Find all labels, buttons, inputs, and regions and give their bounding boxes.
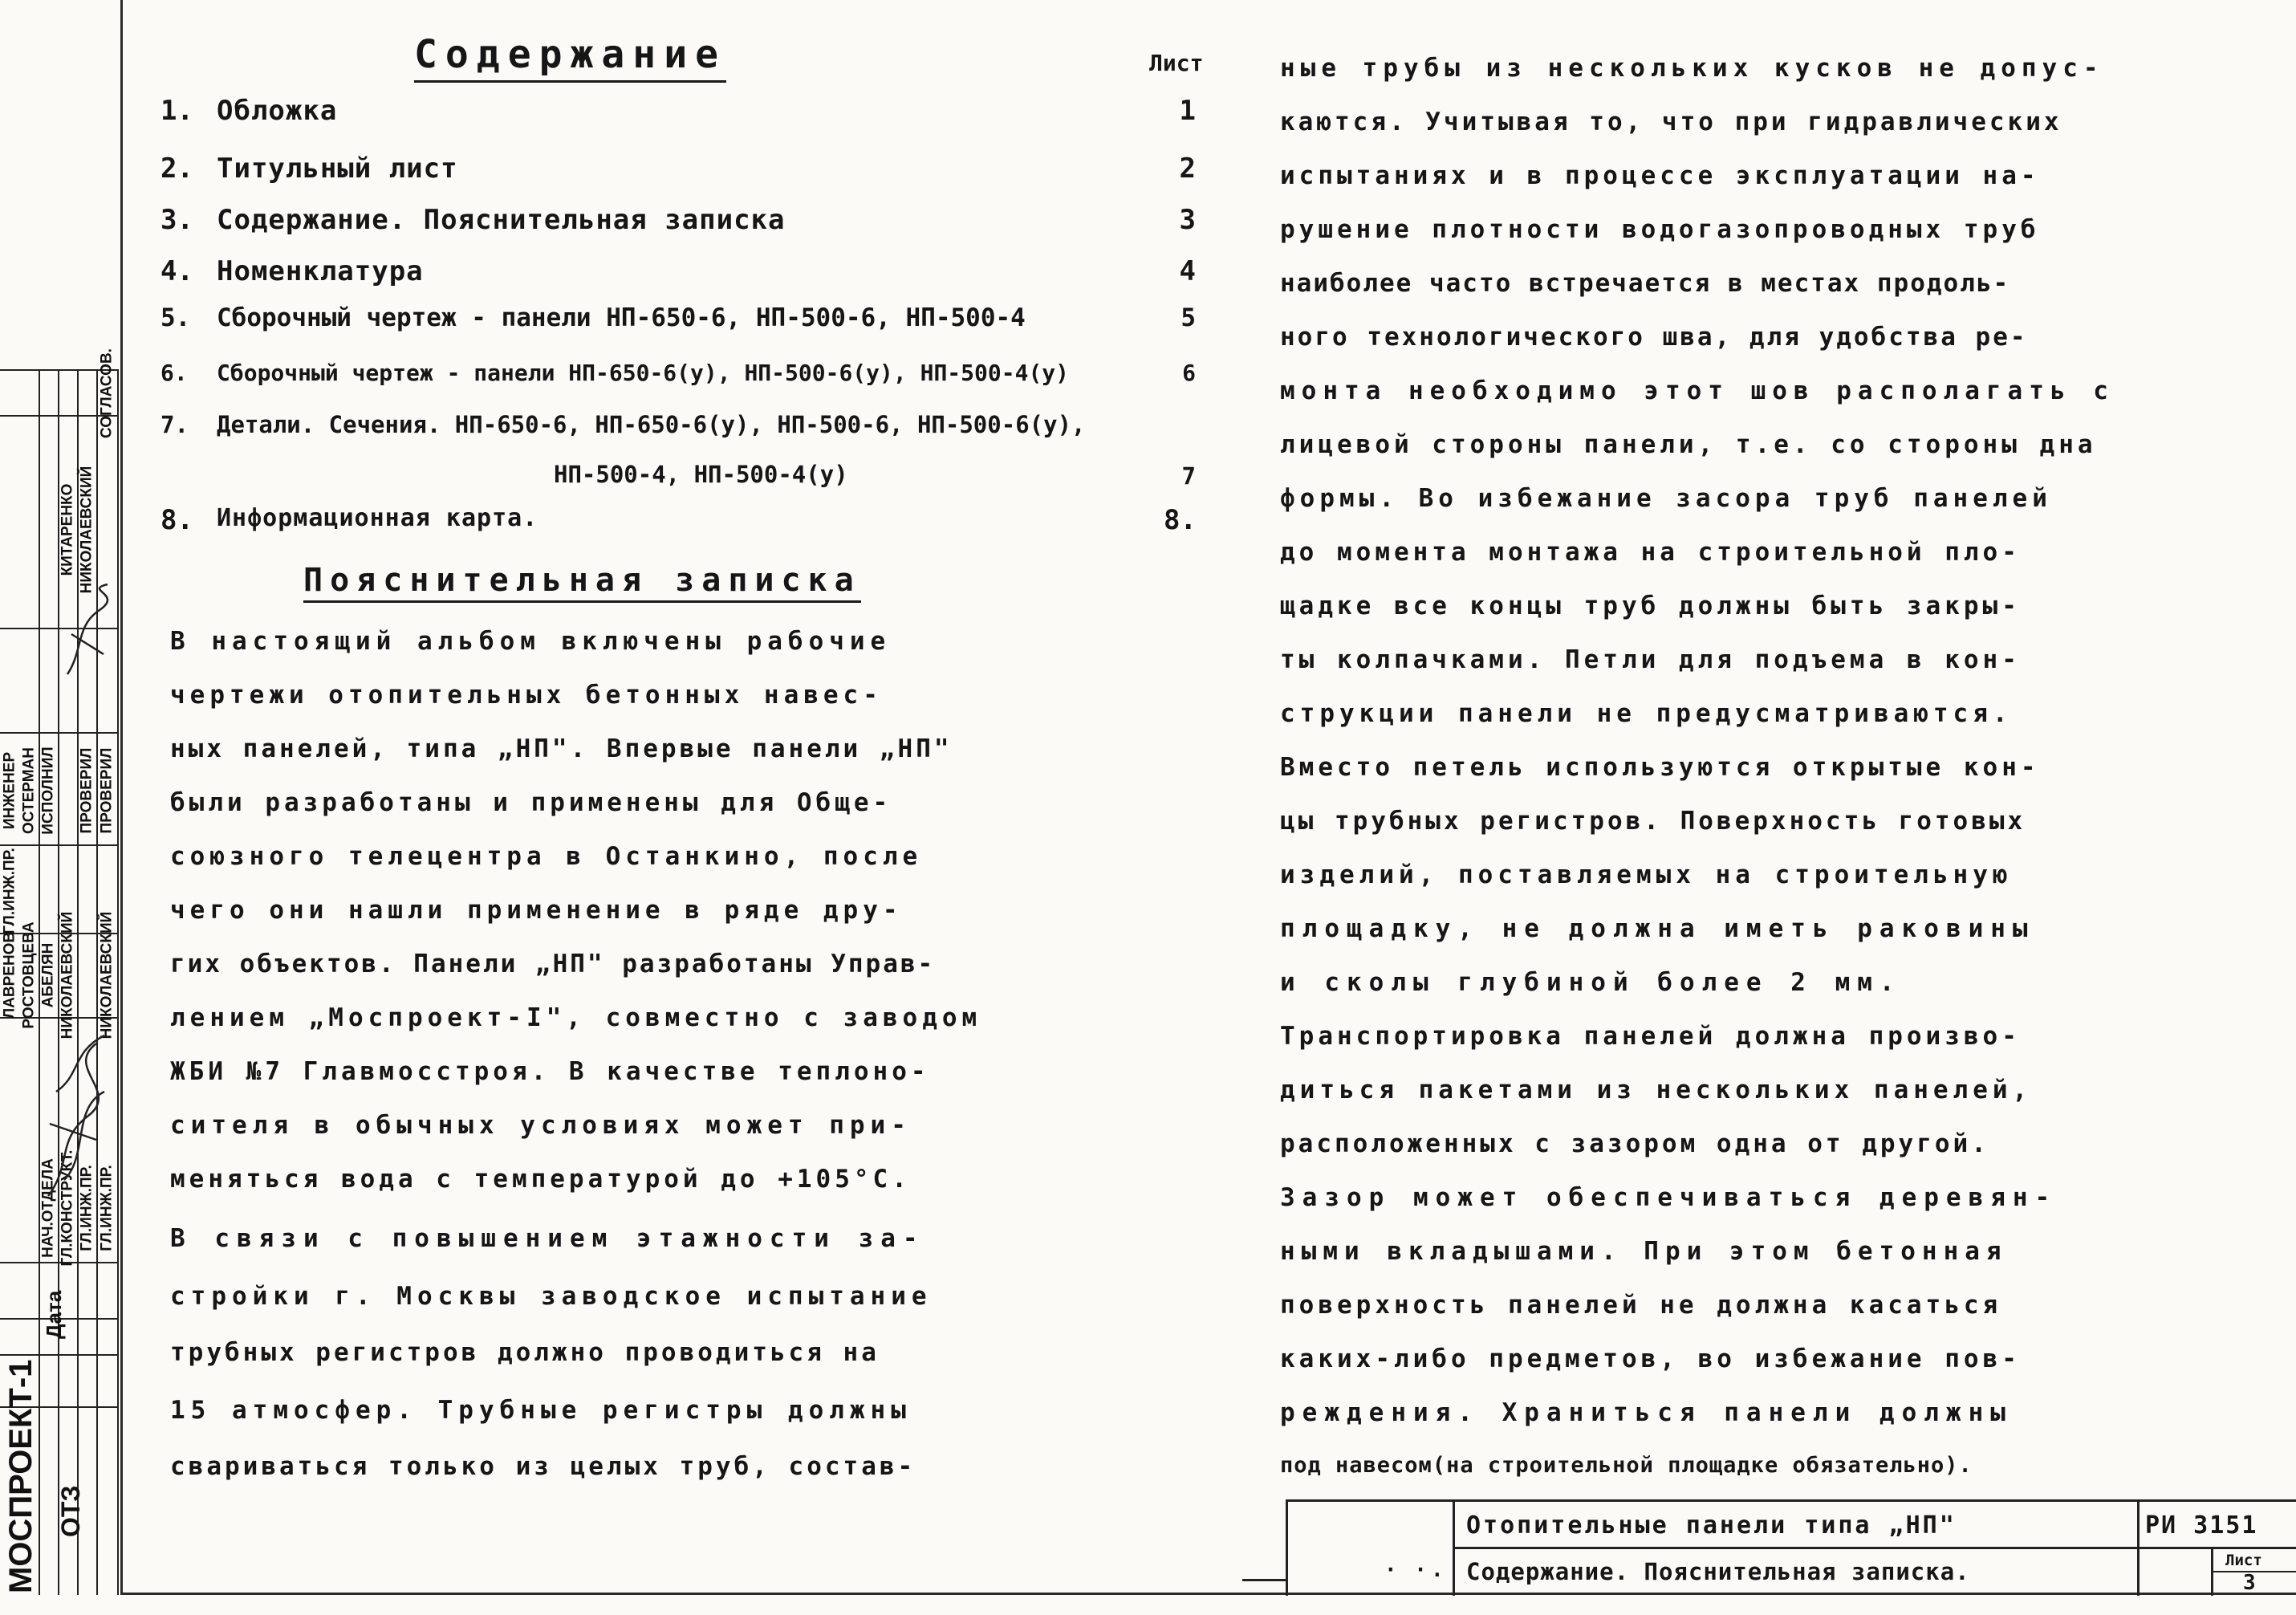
text-line: формы. Во избежание засора труб панелей — [1280, 484, 2052, 513]
text-line: наиболее часто встречается в местах продоль- — [1280, 269, 2010, 298]
item-number: 4. — [161, 255, 193, 287]
stamp-role: ГЛ.КОНСТРУКТ. — [59, 1149, 76, 1267]
title-block-mark: · · — [1384, 1558, 1429, 1582]
item-sheet: 1 — [1179, 95, 1196, 127]
title-block-subtitle: Содержание. Пояснительная записка. — [1466, 1558, 1970, 1585]
stamp-dept: ОТЗ — [56, 1485, 85, 1537]
item-sheet: 4 — [1179, 255, 1196, 287]
list-item — [161, 204, 1196, 249]
text-line: щадке все концы труб должны быть закры- — [1280, 592, 2021, 620]
text-line: испытаниях и в процессе эксплуатации на- — [1280, 161, 2040, 190]
item-sheet: 5 — [1181, 303, 1196, 332]
stamp-name: НИКОЛАЕВСКИЙ — [78, 466, 95, 594]
title-block-code: РИ 3151 — [2145, 1511, 2258, 1540]
text-line: трубных регистров должно проводиться на — [170, 1338, 880, 1367]
text-line: ные трубы из нескольких кусков не допус- — [1280, 54, 2104, 83]
stamp-top-label: СОГЛАСОВ. — [98, 348, 116, 438]
text-line: В связи с повышением этажности за- — [170, 1224, 925, 1253]
item-number: 8. — [161, 504, 193, 536]
stamp-role: НАЧ.ОТДЕЛА — [39, 1158, 57, 1258]
list-item — [161, 153, 1196, 197]
text-line: рушение плотности водогазопроводных труб — [1280, 215, 2040, 244]
text-line: сителя в обычных условиях может при- — [170, 1111, 912, 1140]
stamp-name: ПРОВЕРИЛ — [78, 747, 95, 834]
text-line: ного технологического шва, для удобства ре- — [1280, 323, 2028, 352]
item-title: Номенклатура — [217, 255, 424, 287]
text-line: Зазор может обеспечиваться деревян- — [1280, 1183, 2058, 1212]
side-stamp — [0, 0, 119, 1593]
item-sheet: 3 — [1179, 204, 1196, 236]
item-number: 3. — [161, 204, 193, 236]
stamp-role: ИНЖЕНЕР — [1, 751, 18, 830]
text-line: свариваться только из целых труб, состав- — [170, 1452, 916, 1481]
text-line: лением „Моспроект-I", совместно с заводом — [170, 1003, 982, 1032]
stamp-name: РОСТОВЦЕВА — [20, 921, 38, 1029]
item-title: Титульный лист — [217, 153, 458, 185]
list-item — [161, 95, 1196, 140]
item-number: 1. — [161, 95, 193, 127]
list-item — [161, 411, 1196, 499]
stamp-org: МОСПРОЕКТ-1 — [3, 1359, 39, 1593]
stamp-role: ГЛ.ИНЖ.ПР. — [1, 848, 18, 934]
signature-scribble — [40, 1019, 117, 1212]
item-sheet: 7 — [1181, 462, 1196, 490]
text-line: лицевой стороны панели, т.е. со стороны дна — [1280, 430, 2097, 459]
text-line: и сколы глубиной более 2 мм. — [1280, 968, 1902, 997]
sheet-column-header: Лист — [1149, 50, 1204, 76]
list-item — [161, 504, 1196, 549]
item-title-continued: НП-500-4, НП-500-4(у) — [554, 461, 848, 488]
text-line: поверхность панелей не должна касаться — [1280, 1291, 2002, 1320]
stamp-role: ИСПОЛНИЛ — [39, 746, 57, 835]
item-title: Сборочный чертеж - панели НП-650-6(у), НП-500-6(у), НП-500-4(у) — [217, 360, 1070, 386]
text-line: до момента монтажа на строительной пло- — [1280, 538, 2021, 567]
list-item — [161, 360, 1196, 405]
stamp-name: ОСТЕРМАН — [20, 747, 38, 834]
stamp-role: ГЛ.ИНЖ.ПР. — [78, 1165, 95, 1251]
item-number: 5. — [161, 303, 191, 332]
text-line: чертежи отопительных бетонных навес- — [170, 681, 883, 710]
text-line: ных панелей, типа „НП". Впервые панели „НП" — [170, 734, 953, 763]
text-line: ЖБИ №7 Главмосстроя. В качестве теплоно- — [170, 1057, 930, 1086]
title-block-sheet-label: Лист — [2225, 1552, 2262, 1569]
text-line: цы трубных регистров. Поверхность готовых — [1280, 807, 2026, 836]
text-line: монта необходимо этот шов располагать с — [1280, 376, 2115, 405]
item-title: Детали. Сечения. НП-650-6, НП-650-6(у), НП-500-6, НП-500-6(у), — [217, 411, 1086, 438]
scan-artifact-line — [1242, 1579, 1287, 1581]
text-line: были разработаны и применены для Обще- — [170, 788, 892, 817]
stamp-role: ПРОВЕРИЛ — [98, 747, 116, 834]
text-line: стройки г. Москвы заводское испытание — [170, 1282, 933, 1311]
item-title: Обложка — [217, 95, 338, 127]
item-title: Содержание. Пояснительная записка — [217, 204, 786, 236]
text-line: реждения. Храниться панели должны — [1280, 1398, 2013, 1427]
list-item — [161, 303, 1196, 348]
item-number: 6. — [161, 360, 188, 386]
frame-left-line — [120, 0, 123, 1593]
stamp-name: АБЕЛЯН — [39, 942, 57, 1008]
text-line: Транспортировка панелей должна произво- — [1280, 1022, 2021, 1051]
stamp-name: НИКОЛАЕВСКИЙ — [59, 911, 76, 1039]
text-line: под навесом(на строительной площадке обязательно). — [1280, 1453, 1973, 1478]
signature-scribble — [59, 578, 116, 690]
stamp-role: ГЛ.ИНЖ.ПР. — [98, 1165, 116, 1251]
note-title: Пояснительная записка — [303, 562, 861, 603]
item-number: 2. — [161, 153, 193, 185]
text-line: изделий, поставляемых на строительную — [1280, 860, 2013, 889]
title-block-name: Отопительные панели типа „НП" — [1466, 1511, 1957, 1540]
item-sheet: 8. — [1164, 504, 1197, 536]
text-line: диться пакетами из нескольких панелей, — [1280, 1076, 2033, 1104]
list-item — [161, 255, 1196, 300]
text-line: каются. Учитывая то, что при гидравлических — [1280, 108, 2062, 136]
text-line: меняться вода с температурой до +105°С. — [170, 1165, 911, 1194]
item-number: 7. — [161, 411, 189, 438]
text-line: гих объектов. Панели „НП" разработаны Управ- — [170, 950, 936, 978]
text-line: Вместо петель используются открытые кон- — [1280, 753, 2040, 782]
stamp-name: КИТАРЕНКО — [59, 483, 76, 576]
stamp-name: НИКОЛАЕВСКИЙ — [98, 911, 116, 1039]
stamp-date-label: Дата — [42, 1290, 66, 1339]
stamp-name: ЛАВРЕНОВ — [1, 931, 18, 1019]
text-line: союзного телецентра в Останкино, после — [170, 842, 923, 871]
item-title: Сборочный чертеж - панели НП-650-6, НП-500-6, НП-500-4 — [217, 303, 1026, 332]
text-line: В настоящий альбом включены рабочие — [170, 627, 892, 656]
title-block-mark: . — [1431, 1558, 1446, 1582]
text-line: чего они нашли применение в ряде дру- — [170, 896, 903, 925]
item-title: Информационная карта. — [217, 504, 538, 532]
text-line: каких-либо предметов, во избежание пов- — [1280, 1344, 2021, 1373]
title-block — [1286, 1499, 2296, 1596]
item-sheet: 2 — [1179, 153, 1196, 185]
text-line: 15 атмосфер. Трубные регистры должны — [170, 1396, 912, 1425]
text-line: ными вкладышами. При этом бетонная — [1280, 1237, 2008, 1266]
text-line: ты колпачками. Петли для подъема в кон- — [1280, 645, 2021, 674]
text-line: струкции панели не предусматриваются. — [1280, 699, 2013, 728]
text-line: площадку, не должна иметь раковины — [1280, 914, 2035, 943]
contents-title: Содержание — [414, 32, 726, 83]
text-line: расположенных с зазором одна от другой. — [1280, 1129, 1989, 1158]
item-sheet: 6 — [1182, 360, 1196, 386]
title-block-sheet-number: 3 — [2243, 1571, 2258, 1595]
